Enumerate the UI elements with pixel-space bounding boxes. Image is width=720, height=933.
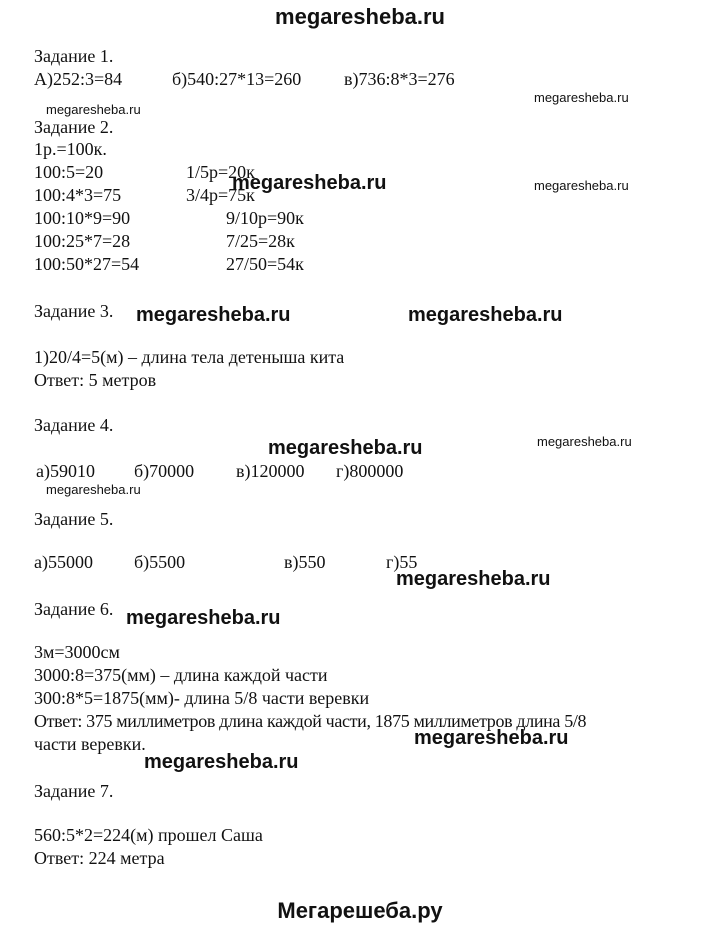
watermark: megaresheba.ru <box>136 304 291 326</box>
watermark: megaresheba.ru <box>46 102 141 117</box>
watermark: megaresheba.ru <box>537 434 632 449</box>
task3-answer: Ответ: 5 метров <box>34 370 157 390</box>
task2-calc-2: 100:4*3=75 <box>34 185 122 205</box>
task6-answer-line1: Ответ: 375 миллиметров длина каждой части, 1875 миллиметров длина 5/8 <box>34 711 587 731</box>
task2-fraction-3: 9/10р=90к <box>226 208 304 228</box>
site-footer: Мегарешеба.ру <box>277 898 443 923</box>
watermark: megaresheba.ru <box>46 482 141 497</box>
task4-answer-g: г)800000 <box>336 461 404 481</box>
task6-answer-line2: части веревки. <box>34 734 146 754</box>
task3-line1: 1)20/4=5(м) – длина тела детеныша кита <box>34 347 345 367</box>
task4-answer-b: б)70000 <box>134 461 195 481</box>
task6-line1: 3м=3000см <box>34 642 120 662</box>
task2-fraction-2: 3/4р=75к <box>186 185 255 205</box>
task5-answer-b: б)5500 <box>134 552 186 572</box>
watermark: megaresheba.ru <box>414 727 569 749</box>
task2-calc-1: 100:5=20 <box>34 162 104 182</box>
task2-title: Задание 2. <box>34 117 114 137</box>
task6-line3: 300:8*5=1875(мм)- длина 5/8 части веревки <box>34 688 370 708</box>
task5-answer-g: г)55 <box>386 552 418 572</box>
site-header: megaresheba.ru <box>275 4 445 29</box>
watermark: megaresheba.ru <box>144 751 299 773</box>
task4-answer-v: в)120000 <box>236 461 305 481</box>
task6-title: Задание 6. <box>34 599 114 619</box>
task4-answer-a: а)59010 <box>36 461 95 481</box>
task2-calc-5: 100:50*27=54 <box>34 254 140 274</box>
watermark: megaresheba.ru <box>408 304 563 326</box>
task1-answer-v: в)736:8*3=276 <box>344 69 455 89</box>
watermark: megaresheba.ru <box>232 172 387 194</box>
watermark: megaresheba.ru <box>534 178 629 193</box>
task3-title: Задание 3. <box>34 301 114 321</box>
task2-intro: 1р.=100к. <box>34 139 107 159</box>
task7-title: Задание 7. <box>34 781 114 801</box>
watermark: megaresheba.ru <box>396 568 551 590</box>
task5-title: Задание 5. <box>34 509 114 529</box>
task5-answer-v: в)550 <box>284 552 326 572</box>
watermark: megaresheba.ru <box>268 437 423 459</box>
task1-title: Задание 1. <box>34 46 114 66</box>
watermark: megaresheba.ru <box>534 90 629 105</box>
task2-calc-3: 100:10*9=90 <box>34 208 131 228</box>
task2-fraction-5: 27/50=54к <box>226 254 304 274</box>
task2-fraction-4: 7/25=28к <box>226 231 295 251</box>
task1-answer-b: б)540:27*13=260 <box>172 69 302 89</box>
task5-answer-a: а)55000 <box>34 552 93 572</box>
task4-title: Задание 4. <box>34 415 114 435</box>
task2-calc-4: 100:25*7=28 <box>34 231 131 251</box>
task7-answer: Ответ: 224 метра <box>34 848 165 868</box>
task2-fraction-1: 1/5р=20к <box>186 162 255 182</box>
task1-answer-a: А)252:3=84 <box>34 69 123 89</box>
task6-line2: 3000:8=375(мм) – длина каждой части <box>34 665 328 685</box>
watermark: megaresheba.ru <box>126 607 281 629</box>
task7-line1: 560:5*2=224(м) прошел Саша <box>34 825 263 845</box>
